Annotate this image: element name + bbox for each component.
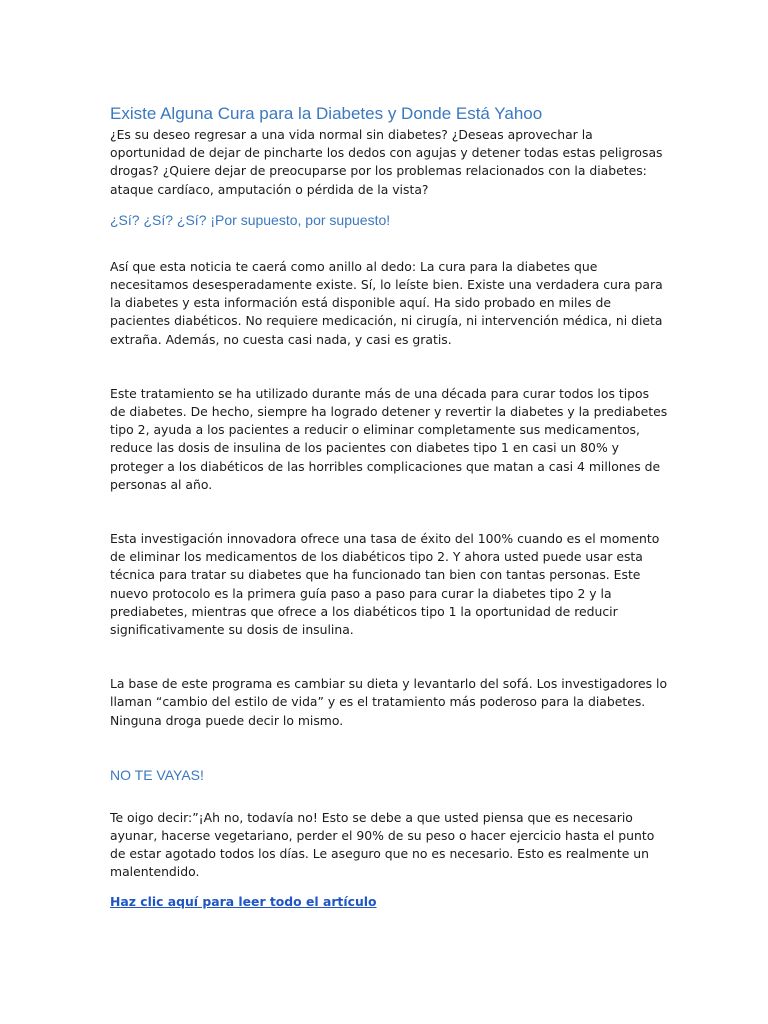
body-paragraph: Así que esta noticia te caerá como anillo al dedo: La cura para la diabetes que necesitamos desesperadamente existe. Sí, lo leíste bien. Existe una verdadera cura para la diabetes y esta información está disponible aquí. Ha sido probado en miles de pacientes diabéticos. No requiere medicación, ni cirugía, ni intervención médica, ni dieta extraña. Además, no cuesta casi nada, y casi es gratis.: [110, 258, 663, 347]
read-full-article-link[interactable]: Haz clic aquí para leer todo el artículo: [110, 893, 377, 909]
intro-paragraph: ¿Es su deseo regresar a una vida normal sin diabetes? ¿Deseas aprovechar la oportunidad de dejar de pincharte los dedos con agujas y detener todas estas peligrosas drogas? ¿Quiere dejar de preocuparse por los problemas relacionados con la diabetes: ataque cardíaco, amputación o pérdida de la vista?: [110, 127, 663, 197]
closing-paragraph: Te oigo decir:”¡Ah no, todavía no! Esto se debe a que usted piensa que es necesario ayunar, hacerse vegetariano, perder el 90% de su peso o hacer ejercicio hasta el punto de estar agotado todos los días. Le aseguro que no es necesario. Esto es realmente un malentendido.: [110, 809, 655, 880]
subheading-dont-leave: NO TE VAYAS!: [110, 766, 204, 783]
body-paragraph: Este tratamiento se ha utilizado durante más de una década para curar todos los tipos de diabetes. De hecho, siempre ha logrado detener y revertir la diabetes y la prediabetes tipo 2, ayuda a los pacientes a reducir o eliminar completamente sus medicamentos, reduce las dosis de insulina de los pacientes con diabetes tipo 1 en casi un 80% y proteger a los diabéticos de las horribles complicaciones que matan a casi 4 millones de personas al año.: [110, 385, 668, 492]
body-paragraph: La base de este programa es cambiar su dieta y levantarlo del sofá. Los investigadores lo llaman “cambio del estilo de vida” y es el tratamiento más poderoso para la diabetes. Ninguna droga puede decir lo mismo.: [110, 676, 668, 728]
link-container: [110, 891, 668, 911]
document-title: Existe Alguna Cura para la Diabetes y Donde Está Yahoo: [110, 104, 543, 123]
body-paragraph: Esta investigación innovadora ofrece una tasa de éxito del 100% cuando es el momento de eliminar los medicamentos de los diabéticos tipo 2. Y ahora usted puede usar esta técnica para tratar su diabetes que ha funcionado tan bien con tantas personas. Este nuevo protocolo es la primera guía paso a paso para curar la diabetes tipo 2 y la prediabetes, mientras que ofrece a los diabéticos tipo 1 la oportunidad de reducir significativamente su dosis de insulina.: [110, 531, 660, 638]
subheading-yes: ¿Sí? ¿Sí? ¿Sí? ¡Por supuesto, por supuesto!: [110, 211, 391, 228]
